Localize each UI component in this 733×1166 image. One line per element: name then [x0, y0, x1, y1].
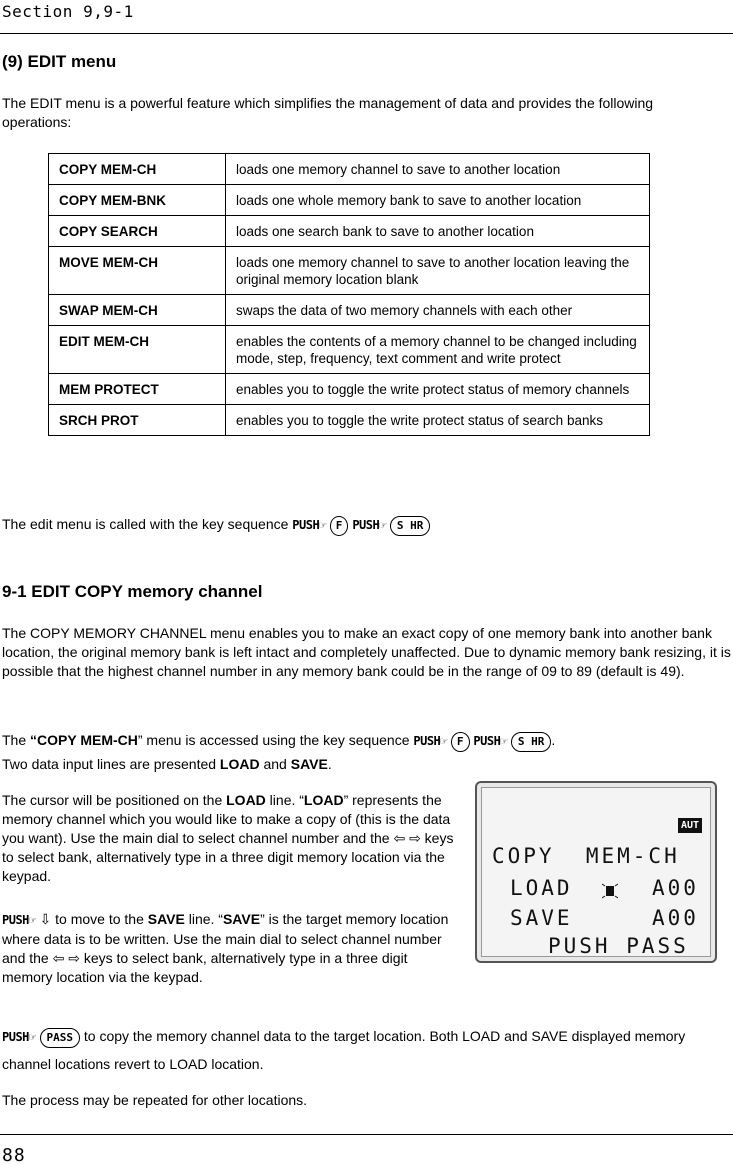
operations-table	[48, 153, 650, 436]
aut-indicator: AUT	[678, 818, 702, 833]
section-91-title: 9-1 EDIT COPY memory channel	[2, 582, 263, 601]
table-row	[49, 326, 650, 374]
f-key: F	[451, 732, 470, 752]
operation-command: MEM PROTECT	[49, 374, 226, 405]
lcd-load-label: LOAD	[510, 876, 573, 900]
table-row	[49, 154, 650, 185]
pass-key: PASS	[40, 1028, 81, 1048]
operation-command: COPY SEARCH	[49, 216, 226, 247]
lcd-line4: PUSH PASS	[548, 934, 689, 958]
operation-description: enables you to toggle the write protect status of search banks	[226, 405, 650, 436]
operation-command: SWAP MEM-CH	[49, 295, 226, 326]
page-number: 88	[2, 1145, 26, 1166]
access-post: ” menu is accessed using the key sequence	[137, 732, 410, 749]
push-key: PUSH☞	[352, 518, 386, 532]
cursor-paragraph: The cursor will be positioned on the LOAD line. “LOAD” represents the memory channel which you would like to make a copy of (this is the data you want). Use the main dial to select channel number and the ⇦ ⇨ keys to select bank, alternatively type in a three digit memory location via the keypad.	[2, 792, 454, 884]
f-key: F	[330, 516, 349, 536]
operation-command: MOVE MEM-CH	[49, 247, 226, 295]
operation-description: loads one memory channel to save to another location leaving the original memory location blank	[226, 247, 650, 295]
repeat-text: The process may be repeated for other locations.	[2, 1092, 308, 1108]
operation-command: EDIT MEM-CH	[49, 326, 226, 374]
section-label: Section 9,9-1	[2, 2, 134, 21]
lcd-load-value: A00	[652, 876, 699, 900]
operation-command: COPY MEM-CH	[49, 154, 226, 185]
table-row	[49, 405, 650, 436]
table-row	[49, 185, 650, 216]
lcd-save-value: A00	[652, 906, 699, 930]
operation-command: COPY MEM-BNK	[49, 185, 226, 216]
blinking-cursor-icon	[602, 882, 618, 900]
push-key: PUSH☞	[2, 1030, 36, 1044]
lcd-save-label: SAVE	[510, 906, 573, 930]
shr-key: S HR	[390, 516, 431, 536]
access-menu-name: “COPY MEM-CH	[30, 732, 138, 749]
push-key: PUSH☞	[413, 734, 447, 748]
access-period: .	[551, 732, 556, 749]
shr-key: S HR	[511, 732, 552, 752]
operation-description: loads one memory channel to save to another location	[226, 154, 650, 185]
edit-menu-intro: The EDIT menu is a powerful feature which simplifies the management of data and provides the following operations:	[2, 95, 654, 130]
operation-command: SRCH PROT	[49, 405, 226, 436]
table-row	[49, 374, 650, 405]
section-91-para1: The COPY MEMORY CHANNEL menu enables you to make an exact copy of one memory bank into another bank location, the original memory bank is left intact and completely unaffected. Due to dynamic memory bank resizing, it is possible that the highest channel number in any memory bank could be in the range of 09 to 89 (default is 49).	[2, 625, 731, 679]
key-sequence	[413, 731, 551, 752]
header-rule	[0, 33, 733, 34]
push-key: PUSH☞	[2, 913, 36, 927]
pass-paragraph: PUSH☞ PASS to copy the memory channel data to the target location. Both LOAD and SAVE displayed memory channel locations revert to LOAD location.	[2, 1023, 722, 1078]
call-sequence-text: The edit menu is called with the key sequence	[2, 516, 289, 533]
footer-rule	[0, 1134, 733, 1135]
edit-menu-title: (9) EDIT menu	[2, 52, 117, 71]
operation-description: enables the contents of a memory channel to be changed including mode, step, frequency, text comment and write protect	[226, 326, 650, 374]
access-line	[2, 731, 555, 752]
operation-description: loads one whole memory bank to save to another location	[226, 185, 650, 216]
table-row	[49, 216, 650, 247]
operation-description: loads one search bank to save to another location	[226, 216, 650, 247]
down-arrow-icon: ⇩	[39, 911, 52, 927]
lcd-display	[475, 781, 717, 963]
push-key: PUSH☞	[292, 518, 326, 532]
two-lines-text: Two data input lines are presented LOAD and SAVE.	[2, 756, 332, 772]
table-row	[49, 295, 650, 326]
call-sequence-line	[2, 515, 430, 536]
access-pre: The	[2, 732, 31, 749]
table-row	[49, 247, 650, 295]
lcd-line1: COPY MEM-CH	[492, 844, 680, 868]
operation-description: swaps the data of two memory channels with each other	[226, 295, 650, 326]
operation-description: enables you to toggle the write protect status of memory channels	[226, 374, 650, 405]
push-key: PUSH☞	[473, 734, 508, 748]
move-paragraph: PUSH☞ ⇩ to move to the SAVE line. “SAVE” is the target memory location where data is to be written. Use the main dial to select channel number and the ⇦ ⇨ keys to select bank, alternatively type in a three digit memory location via the keypad.	[2, 911, 449, 985]
key-sequence	[292, 515, 430, 536]
